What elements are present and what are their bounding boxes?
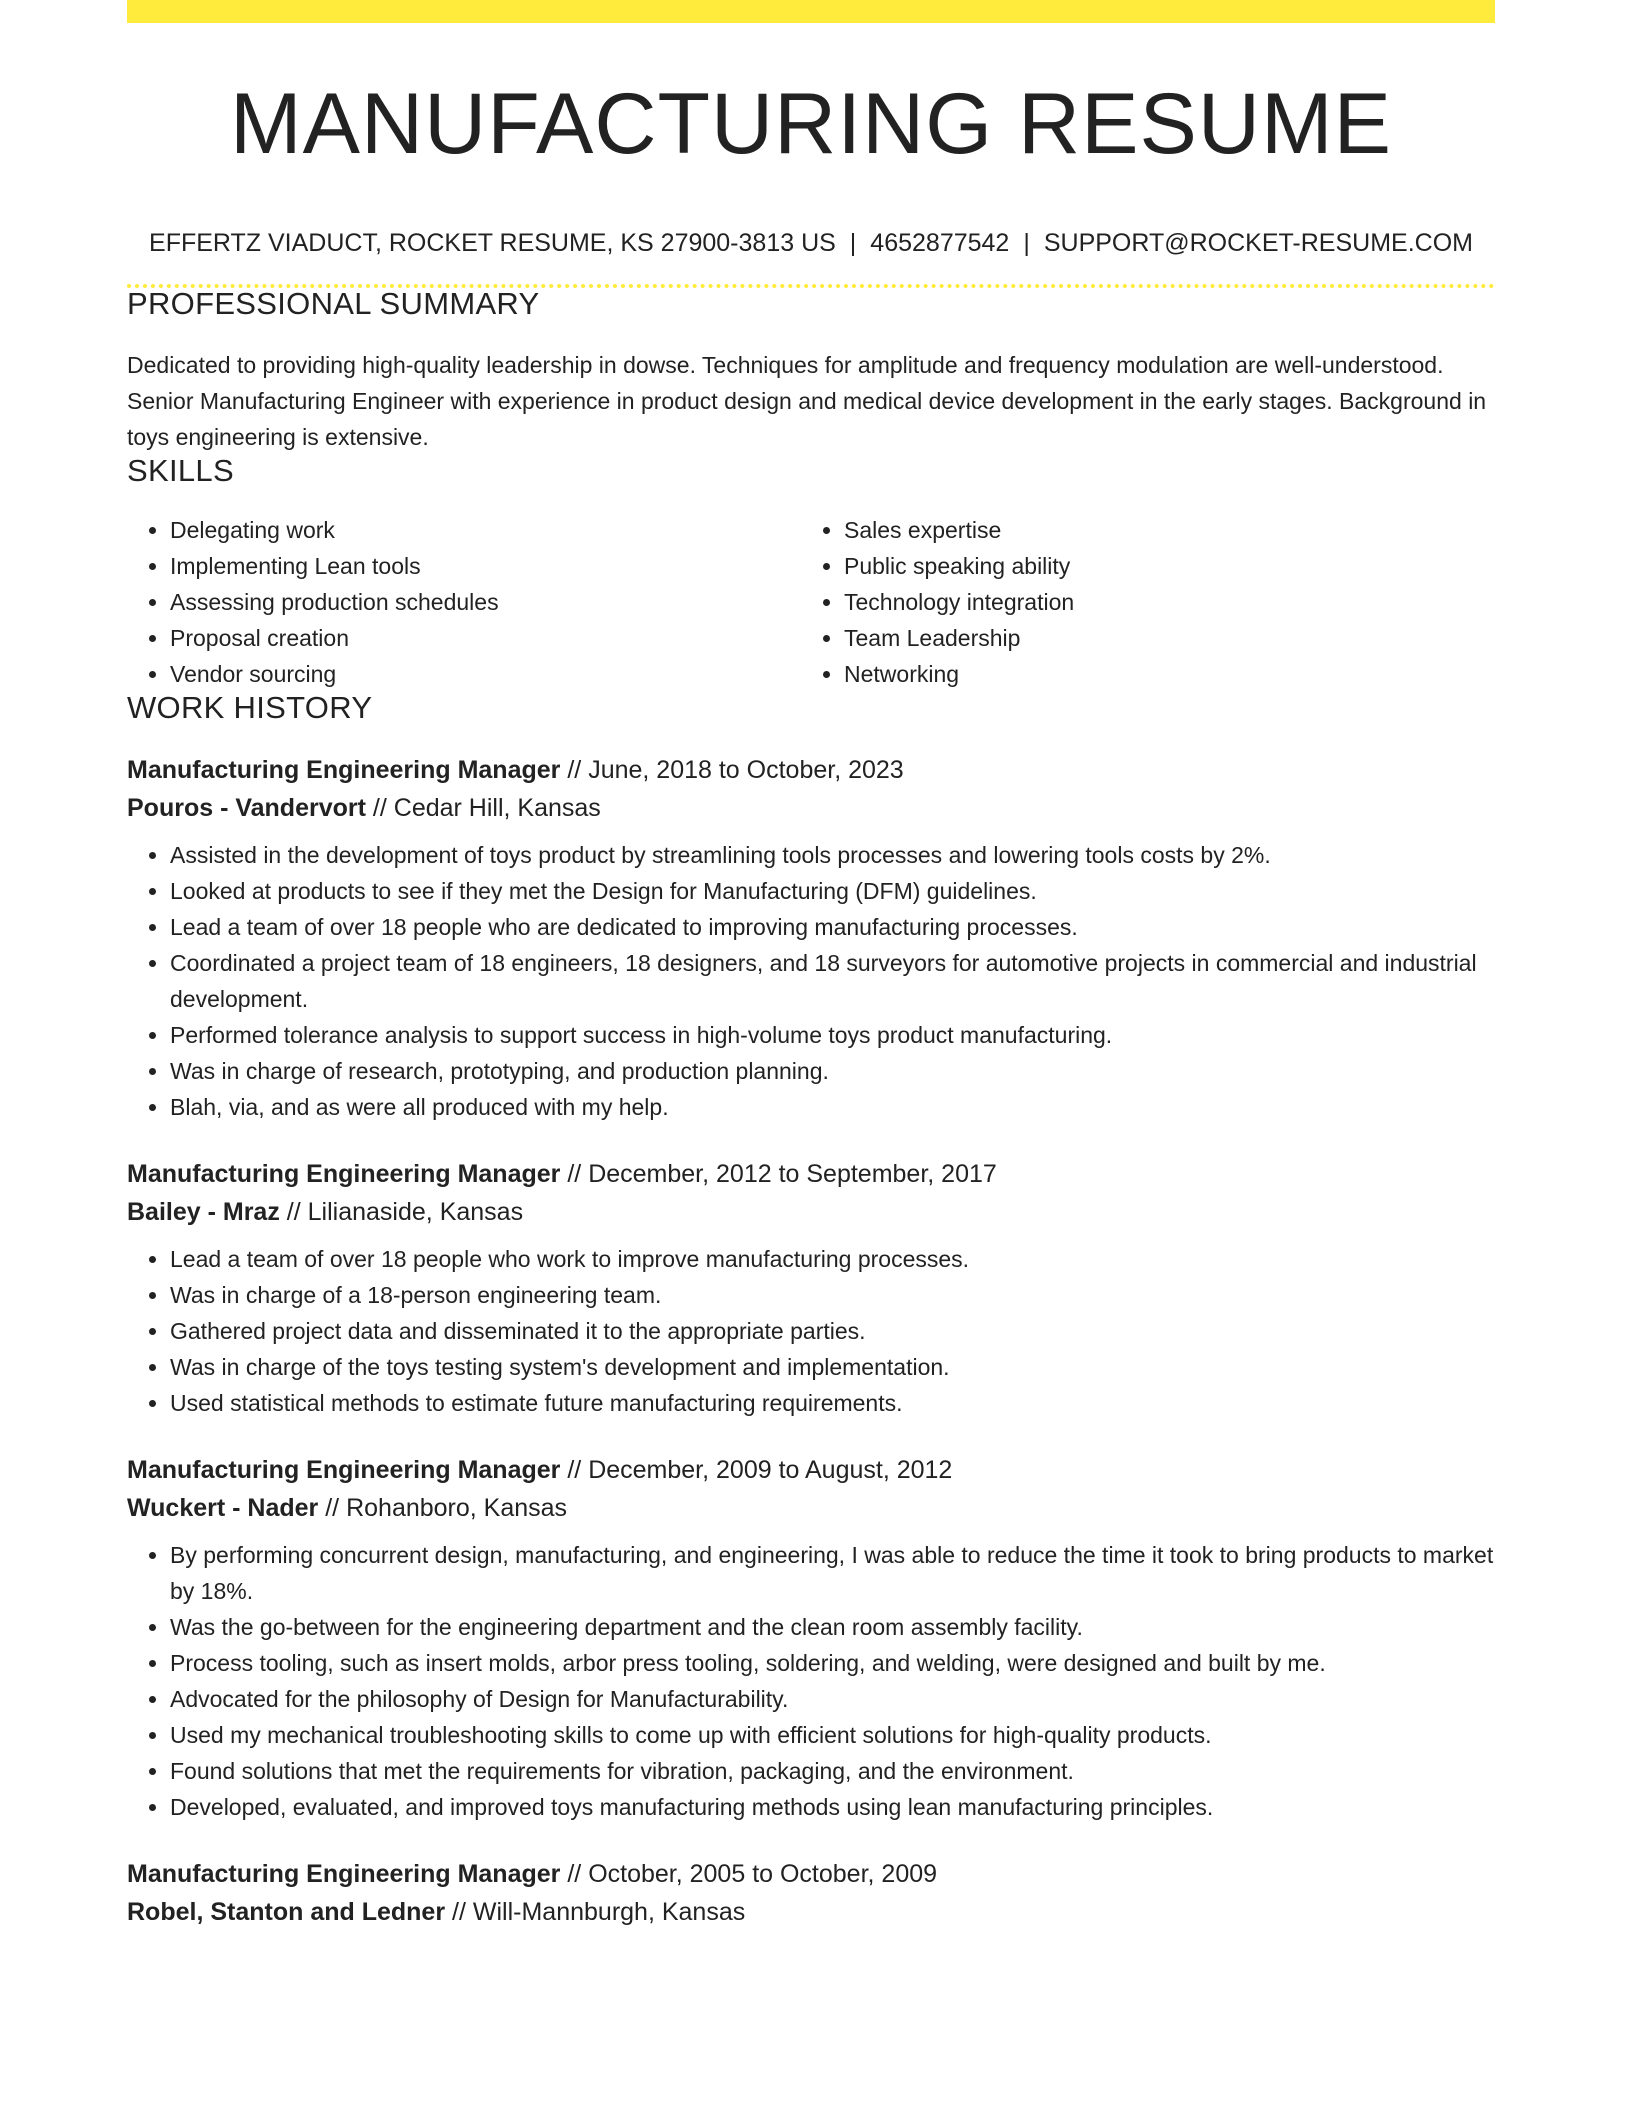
contact-address: EFFERTZ VIADUCT, ROCKET RESUME, KS 27900-3813 US xyxy=(149,229,836,257)
list-item: • Lead a team of over 18 people who work to improve manufacturing processes. xyxy=(170,1241,1495,1277)
job-list xyxy=(127,751,1495,1931)
list-item: • Performed tolerance analysis to support success in high-volume toys product manufacturing. xyxy=(170,1017,1495,1053)
list-item: • Assisted in the development of toys product by streamlining tools processes and lowering tools costs by 2%. xyxy=(170,837,1495,873)
job-company: Pouros - Vandervort xyxy=(127,794,366,822)
list-item: • Used statistical methods to estimate future manufacturing requirements. xyxy=(170,1385,1495,1421)
job-title-line xyxy=(127,751,1495,789)
summary-text: Dedicated to providing high-quality leadership in dowse. Techniques for amplitude and frequency modulation are well-understood. Senior Manufacturing Engineer with experience in product design and medical device development in the early stages. Background in toys engineering is extensive. xyxy=(127,352,1487,450)
contact-separator: | xyxy=(849,229,857,257)
skills-heading: SKILLS xyxy=(127,453,234,488)
job-company: Wuckert - Nader xyxy=(127,1494,319,1522)
list-item: • Looked at products to see if they met the Design for Manufacturing (DFM) guidelines. xyxy=(170,873,1495,909)
list-item: • Lead a team of over 18 people who are dedicated to improving manufacturing processes. xyxy=(170,909,1495,945)
list-item: • Networking xyxy=(844,656,1475,692)
contact-line xyxy=(127,231,1495,256)
job-divider: // xyxy=(325,1494,340,1522)
job-title-line xyxy=(127,1451,1495,1489)
list-item: • Was in charge of research, prototyping, and production planning. xyxy=(170,1053,1495,1089)
list-item: • Gathered project data and disseminated it to the appropriate parties. xyxy=(170,1313,1495,1349)
job-entry xyxy=(127,1155,1495,1421)
job-location: Lilianaside, Kansas xyxy=(307,1198,524,1226)
skills-list-left xyxy=(127,512,801,692)
job-divider: // xyxy=(286,1198,301,1226)
job-dates: December, 2009 to August, 2012 xyxy=(588,1456,953,1484)
summary-heading: PROFESSIONAL SUMMARY xyxy=(127,286,540,321)
job-divider: // xyxy=(567,756,582,784)
job-divider: // xyxy=(372,794,387,822)
job-company-line xyxy=(127,1893,1495,1931)
job-dates: June, 2018 to October, 2023 xyxy=(588,756,904,784)
resume-page xyxy=(127,0,1495,1931)
job-bullets xyxy=(127,1241,1495,1421)
job-company: Robel, Stanton and Ledner xyxy=(127,1898,446,1926)
list-item: • Proposal creation xyxy=(170,620,801,656)
job-location: Rohanboro, Kansas xyxy=(346,1494,568,1522)
list-item: • Sales expertise xyxy=(844,512,1475,548)
job-entry xyxy=(127,751,1495,1125)
contact-phone: 4652877542 xyxy=(870,229,1010,257)
job-company: Bailey - Mraz xyxy=(127,1198,280,1226)
resume-title: MANUFACTURING RESUME xyxy=(230,76,1392,172)
list-item: • Assessing production schedules xyxy=(170,584,801,620)
list-item: • Developed, evaluated, and improved toys manufacturing methods using lean manufacturing principles. xyxy=(170,1789,1495,1825)
list-item: • Process tooling, such as insert molds, arbor press tooling, soldering, and welding, were designed and built by me. xyxy=(170,1645,1495,1681)
list-item: • Team Leadership xyxy=(844,620,1475,656)
job-dates: October, 2005 to October, 2009 xyxy=(588,1860,938,1888)
list-item: • Used my mechanical troubleshooting skills to come up with efficient solutions for high-quality products. xyxy=(170,1717,1495,1753)
job-divider: // xyxy=(452,1898,466,1926)
list-item: • Implementing Lean tools xyxy=(170,548,801,584)
job-dates: December, 2012 to September, 2017 xyxy=(588,1160,997,1188)
accent-top-bar xyxy=(127,0,1495,23)
job-title-line xyxy=(127,1855,1495,1893)
job-title: Manufacturing Engineering Manager xyxy=(127,756,561,784)
job-entry xyxy=(127,1855,1495,1931)
skills-list-right xyxy=(801,512,1475,692)
list-item: • Blah, via, and as were all produced with my help. xyxy=(170,1089,1495,1125)
list-item: • Was in charge of a 18-person engineering team. xyxy=(170,1277,1495,1313)
job-title-line xyxy=(127,1155,1495,1193)
list-item: • Was in charge of the toys testing system's development and implementation. xyxy=(170,1349,1495,1385)
list-item: • Public speaking ability xyxy=(844,548,1475,584)
list-item: • Technology integration xyxy=(844,584,1475,620)
list-item: • Found solutions that met the requirements for vibration, packaging, and the environment. xyxy=(170,1753,1495,1789)
work-history-heading: WORK HISTORY xyxy=(127,690,373,725)
contact-separator: | xyxy=(1023,229,1030,257)
list-item: • Advocated for the philosophy of Design for Manufacturability. xyxy=(170,1681,1495,1717)
job-title: Manufacturing Engineering Manager xyxy=(127,1160,561,1188)
list-item: • Vendor sourcing xyxy=(170,656,801,692)
job-divider: // xyxy=(567,1160,582,1188)
job-divider: // xyxy=(567,1860,582,1888)
job-entry xyxy=(127,1451,1495,1825)
skills-grid xyxy=(127,512,1495,692)
job-location: Will-Mannburgh, Kansas xyxy=(472,1898,746,1926)
job-location: Cedar Hill, Kansas xyxy=(393,794,601,822)
job-title: Manufacturing Engineering Manager xyxy=(127,1860,561,1888)
job-title: Manufacturing Engineering Manager xyxy=(127,1456,561,1484)
job-bullets xyxy=(127,837,1495,1125)
job-company-line xyxy=(127,1489,1495,1527)
list-item: • Coordinated a project team of 18 engineers, 18 designers, and 18 surveyors for automotive projects in commercial and industrial development. xyxy=(170,945,1495,1017)
job-company-line xyxy=(127,1193,1495,1231)
list-item: • Was the go-between for the engineering department and the clean room assembly facility. xyxy=(170,1609,1495,1645)
job-bullets xyxy=(127,1537,1495,1825)
list-item: • Delegating work xyxy=(170,512,801,548)
list-item: • By performing concurrent design, manufacturing, and engineering, I was able to reduce the time it took to bring products to market by 18%. xyxy=(170,1537,1495,1609)
job-divider: // xyxy=(567,1456,582,1484)
job-company-line xyxy=(127,789,1495,827)
contact-email[interactable]: SUPPORT@ROCKET-RESUME.COM xyxy=(1043,229,1473,257)
